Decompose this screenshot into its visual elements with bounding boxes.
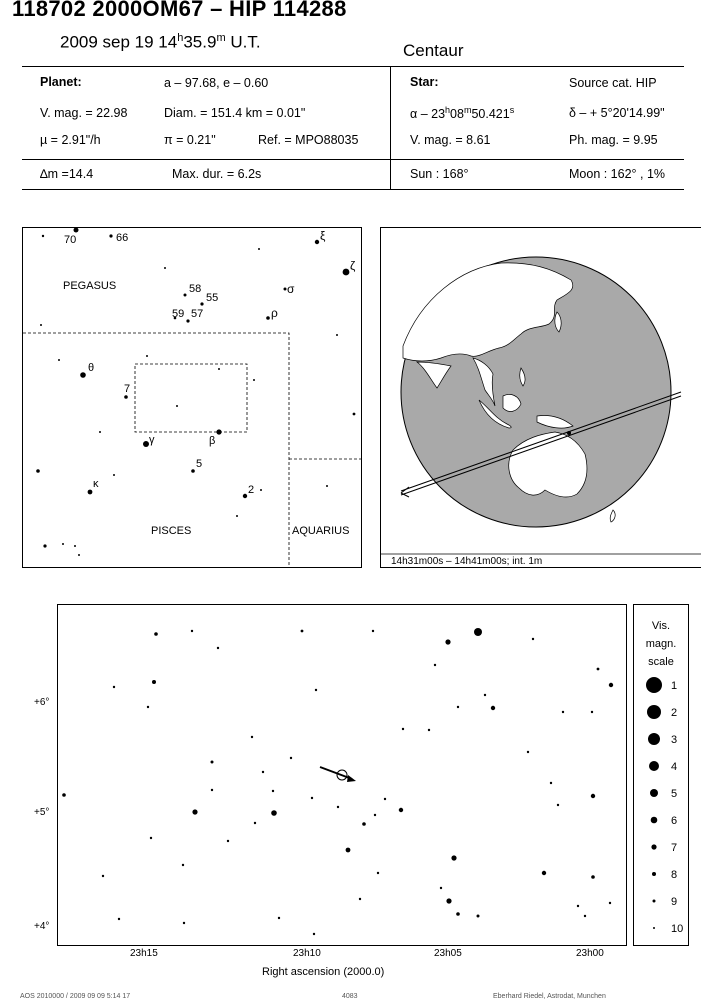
chart-star [609, 902, 611, 904]
chart-star [591, 794, 595, 798]
star-label: 70 [64, 234, 77, 246]
star-label: ζ [350, 259, 356, 273]
legend-magnitude-label: 9 [671, 896, 678, 908]
chart-star [456, 912, 460, 916]
chart-star [484, 694, 486, 696]
x-tick-label: 23h15 [130, 948, 158, 959]
star-label: 66 [116, 232, 129, 244]
chart-star [102, 875, 104, 877]
chart-star [577, 905, 579, 907]
constellation-label: AQUARIUS [292, 525, 350, 537]
chart-star [457, 706, 459, 708]
chart-star [477, 915, 480, 918]
chart-star [372, 630, 374, 632]
x-axis-label: Right ascension (2000.0) [262, 966, 385, 978]
chart-star [445, 639, 450, 644]
x-tick-label: 23h05 [434, 948, 462, 959]
legend-magnitude-dot [651, 817, 658, 824]
chart-star [262, 771, 264, 773]
y-tick-label: +4° [34, 921, 50, 932]
chart-star [154, 632, 158, 636]
chart-star [217, 647, 219, 649]
legend-magnitude-dot [647, 705, 661, 719]
chart-star [451, 855, 456, 860]
chart-star [211, 789, 213, 791]
asteroid-track [320, 767, 352, 779]
chart-star [359, 898, 361, 900]
chart-star [254, 822, 256, 824]
header-rule-top [22, 66, 684, 67]
star-dot [186, 319, 189, 322]
moon-elongation: Moon : 162° , 1% [569, 167, 666, 181]
chart-star [491, 706, 495, 710]
chart-star [591, 875, 595, 879]
star-dot [315, 240, 319, 244]
y-tick-label: +5° [34, 807, 50, 818]
header-rule-bottom [22, 189, 684, 190]
chart-star [384, 798, 386, 800]
chart-star [402, 728, 404, 730]
star-dot [109, 234, 112, 237]
constellation-label: PISCES [151, 525, 192, 537]
chart-star [182, 864, 184, 866]
asteroid-direction-arrow [347, 775, 356, 782]
legend-magnitude-label: 3 [671, 734, 678, 746]
star-label: 5 [196, 458, 203, 470]
chart-star [191, 630, 193, 632]
x-tick-label: 23h10 [293, 948, 321, 959]
planet-reference: Ref. = MPO88035 [258, 133, 359, 147]
finder-chart-svg [23, 228, 361, 567]
legend-magnitude-label: 8 [671, 869, 678, 881]
chart-star [62, 793, 66, 797]
chart-star [609, 683, 613, 687]
y-tick-label: +6° [34, 697, 50, 708]
legend-magnitude-label: 2 [671, 707, 678, 719]
star-label: γ [149, 434, 155, 446]
star-dot [184, 294, 187, 297]
legend-magnitude-dot [646, 677, 662, 693]
legend-magnitude-dot [651, 844, 656, 849]
legend-magnitude-dot [653, 927, 655, 929]
chart-star [337, 806, 339, 808]
chart-star [527, 751, 529, 753]
chart-star [315, 689, 317, 691]
star-label: 58 [189, 283, 202, 295]
star-dot [80, 372, 86, 378]
chart-star [562, 711, 564, 713]
chart-star [591, 711, 593, 713]
chart-star [118, 918, 120, 920]
star-dot [200, 302, 203, 305]
planet-diameter: Diam. = 151.4 km = 0.01" [164, 106, 306, 120]
chart-star [377, 872, 379, 874]
chart-star [183, 922, 185, 924]
star-label: ρ [271, 306, 278, 320]
star-label: 59 [172, 308, 185, 320]
chart-star [474, 628, 482, 636]
sun-elongation: Sun : 168° [410, 167, 469, 181]
legend-magnitude-dot [648, 733, 660, 745]
planet-vmag: V. mag. = 22.98 [40, 106, 128, 120]
constellation-label: PEGASUS [63, 280, 117, 292]
chart-star [313, 933, 315, 935]
chart-star [113, 686, 115, 688]
page-title: 118702 2000OM67 – HIP 114288 [12, 0, 347, 21]
star-label: κ [93, 478, 99, 490]
star-chart-svg [58, 605, 626, 945]
star-ra: α – 23$^h$08$^m$50.421$^s$ [410, 105, 515, 122]
star-phmag: Ph. mag. = 9.95 [569, 133, 658, 147]
chart-star [446, 898, 451, 903]
planet-motion: µ = 2.91"/h [40, 133, 101, 147]
star-label: β [209, 435, 216, 447]
chart-star [278, 917, 280, 919]
info-column-divider [390, 66, 391, 190]
field-of-view-box [135, 364, 247, 432]
star-dot [124, 395, 128, 399]
x-tick-label: 23h00 [576, 948, 604, 959]
chart-star [150, 837, 152, 839]
star-label: θ [88, 362, 95, 374]
chart-star [152, 680, 156, 684]
chart-star [374, 814, 376, 816]
chart-star [557, 804, 559, 806]
star-dot [74, 228, 79, 233]
chart-star [301, 630, 304, 633]
footer-mid: 4083 [342, 993, 358, 1000]
event-marker [567, 431, 571, 435]
chart-star [542, 871, 546, 875]
star-label: 57 [191, 308, 204, 320]
star-label: ξ [320, 229, 326, 243]
chart-star [428, 729, 430, 731]
planet-orbit: a – 97.68, e – 0.60 [164, 76, 269, 90]
chart-star [434, 664, 436, 666]
planet-heading: Planet: [40, 75, 82, 89]
chart-star [290, 757, 292, 759]
chart-star [272, 790, 274, 792]
star-label: 2 [248, 484, 255, 496]
legend-magnitude-label: 1 [671, 680, 678, 692]
header-rule-mid [22, 159, 684, 160]
chart-star [192, 809, 197, 814]
finder-chart [22, 227, 362, 568]
star-dec: δ – + 5°20'14.99" [569, 106, 665, 120]
earth-globe-panel [380, 227, 701, 568]
star-dot [266, 316, 270, 320]
chart-star [362, 822, 366, 826]
chart-star [440, 887, 442, 889]
chart-star [311, 797, 313, 799]
chart-star [227, 840, 229, 842]
chart-star [147, 706, 149, 708]
planet-parallax: π = 0.21" [164, 133, 216, 147]
legend-magnitude-label: 10 [671, 923, 684, 935]
max-duration: Max. dur. = 6.2s [172, 167, 262, 181]
chart-star [271, 810, 277, 816]
chart-star [399, 808, 403, 812]
legend-magnitude-label: 6 [671, 815, 678, 827]
magnitude-legend [633, 604, 689, 946]
star-dot [88, 490, 93, 495]
star-label: 55 [206, 292, 219, 304]
legend-magnitude-label: 5 [671, 788, 678, 800]
chart-stars [62, 628, 613, 935]
star-chart [57, 604, 627, 946]
legend-magnitude-label: 7 [671, 842, 678, 854]
chart-star [251, 736, 253, 738]
legend-magnitude-label: 4 [671, 761, 678, 773]
star-dot [343, 269, 350, 276]
globe-time-caption: 14h31m00s – 14h41m00s; int. 1m [391, 556, 543, 567]
star-dot [191, 469, 195, 473]
legend-magnitude-dot [652, 872, 656, 876]
chart-star [550, 782, 552, 784]
legend-magnitude-dot [653, 900, 656, 903]
legend-svg [634, 605, 688, 945]
path-direction-arrow [401, 487, 409, 497]
star-label: 7 [124, 383, 131, 395]
chart-star [532, 638, 534, 640]
star-heading: Star: [410, 75, 439, 89]
chart-star [597, 668, 600, 671]
earth-globe-svg [381, 228, 701, 567]
star-label: σ [287, 282, 295, 296]
chart-star [346, 848, 351, 853]
event-datetime: 2009 sep 19 14$^h$35.9$^m$ U.T. [60, 32, 261, 52]
star-dot [216, 429, 221, 434]
chart-star [211, 761, 214, 764]
new-zealand-landmass [610, 510, 615, 522]
chart-star [584, 915, 586, 917]
footer-right: Eberhard Riedel, Astrodat, Munchen [493, 993, 606, 1000]
footer-left: AOS 2010000 / 2009 09 09 5:14 17 [20, 993, 131, 1000]
star-source: Source cat. HIP [569, 76, 657, 90]
legend-magnitude-dot [649, 761, 659, 771]
star-dot [243, 494, 247, 498]
delta-mag: ∆m =14.4 [40, 167, 94, 181]
object-class: Centaur [403, 41, 464, 60]
legend-title: Vis. magn. scale [645, 620, 677, 668]
legend-magnitude-dot [650, 789, 658, 797]
star-vmag: V. mag. = 8.61 [410, 133, 491, 147]
